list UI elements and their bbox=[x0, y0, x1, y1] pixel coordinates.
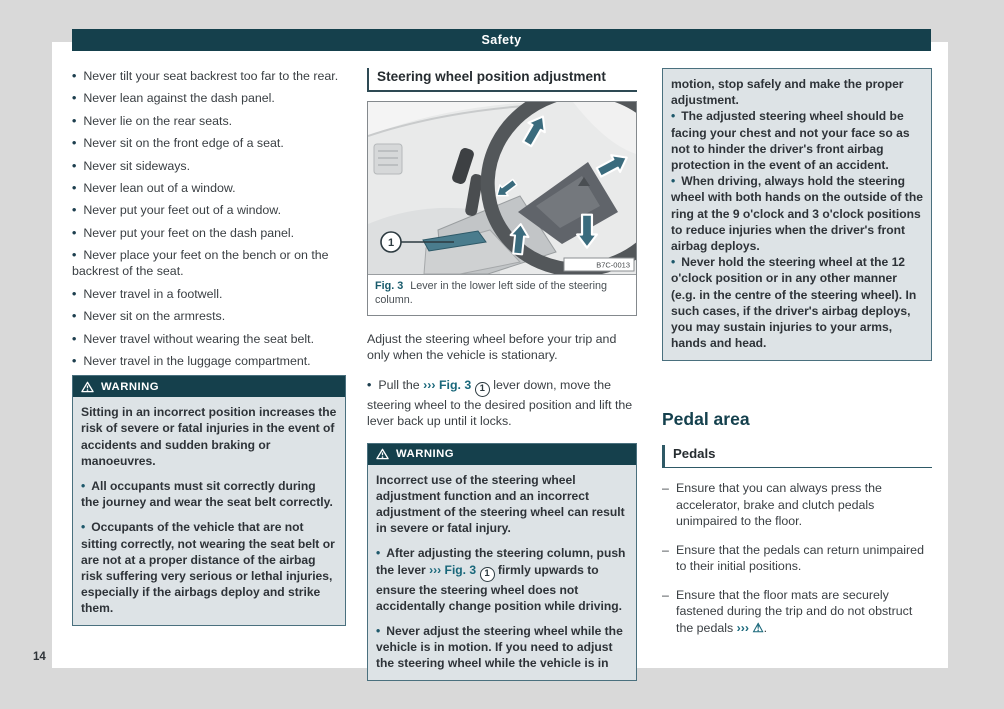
dash-list-item: – Ensure that you can always press the accelerator, brake and clutch pedals unimpaired to the floor. bbox=[662, 480, 932, 530]
manual-page bbox=[52, 33, 948, 671]
warning-continuation-box bbox=[662, 68, 932, 361]
instruction-bullet bbox=[367, 377, 637, 430]
list-item: • Never place your feet on the bench or on the backrest of the seat. bbox=[72, 247, 346, 280]
warning-icon bbox=[81, 381, 94, 393]
steering-wheel-illustration bbox=[368, 102, 636, 275]
warning-triangle-icon: ⚠ bbox=[752, 620, 764, 635]
warning-bullet: • Never adjust the steering wheel while the vehicle is in motion. If you need to adjust the steering wheel while the vehicle is in bbox=[376, 623, 628, 672]
figure-caption bbox=[368, 275, 636, 315]
warning-box-header bbox=[73, 376, 345, 397]
warning-box-seating bbox=[72, 375, 346, 625]
chapter-title: Safety bbox=[481, 33, 522, 47]
callout-number-badge: 1 bbox=[475, 382, 490, 397]
list-item: • Never travel in a footwell. bbox=[72, 286, 346, 302]
instruction-text: lever down, move the steering wheel to the desired position and lift the lever back up until it locks. bbox=[367, 377, 633, 429]
section-title-pedal-area: Pedal area bbox=[662, 409, 750, 430]
warning-title: WARNING bbox=[101, 380, 160, 393]
warning-bullet: • All occupants must sit correctly during the journey and wear the seat belt correctly. bbox=[81, 478, 337, 510]
figure-reference-link[interactable]: ››› Fig. 3 bbox=[423, 377, 472, 392]
warning-intro: Incorrect use of the steering wheel adjustment function and an incorrect adjustment of the steering wheel can result in severe or fatal injury. bbox=[376, 472, 625, 536]
figure-caption-text: Lever in the lower left side of the steering column. bbox=[375, 280, 608, 306]
instruction-text: Pull the bbox=[378, 377, 424, 392]
warning-bullet: • When driving, always hold the steering wheel with both hands on the outside of the ring at the 9 o'clock and 3 o'clock positions to reduce injuries when the driver's front airbag deploys. bbox=[671, 173, 923, 254]
subsection-heading-pedals: Pedals bbox=[662, 445, 932, 468]
list-item: • Never travel without wearing the seat belt. bbox=[72, 331, 346, 347]
dash-list-item bbox=[662, 587, 932, 637]
warning-text: firmly upwards to ensure the steering wheel does not accidentally change position while driving. bbox=[376, 562, 622, 613]
page-number: 14 bbox=[33, 651, 46, 663]
right-column bbox=[662, 68, 932, 636]
warning-icon bbox=[376, 448, 389, 460]
list-item: • Never put your feet on the dash panel. bbox=[72, 225, 346, 241]
warning-bullet bbox=[376, 545, 628, 614]
warning-title: WARNING bbox=[396, 448, 455, 461]
warning-box-steering bbox=[367, 443, 637, 681]
list-item: • Never lie on the rear seats. bbox=[72, 113, 346, 129]
dash-item-text: . bbox=[763, 620, 768, 635]
list-item: • Never put your feet out of a window. bbox=[72, 202, 346, 218]
figure-reference-link[interactable]: ››› Fig. 3 bbox=[429, 562, 477, 577]
warning-box-body bbox=[368, 465, 636, 680]
list-item: • Never lean out of a window. bbox=[72, 180, 346, 196]
dash-item-text: Ensure that the floor mats are securely fastened during the trip and do not obstruct the pedals bbox=[676, 587, 913, 635]
middle-column bbox=[367, 68, 637, 681]
list-item: • Never tilt your seat backrest too far to the rear. bbox=[72, 68, 346, 84]
warning-bullet: • The adjusted steering wheel should be facing your chest and not your face so as not to hinder the driver's front airbag protection in the event of an accident. bbox=[671, 108, 923, 173]
warning-bullet: • Occupants of the vehicle that are not sitting correctly, not wearing the seat belt or are not at a proper distance of the airbag risk suffering very serious or lethal injuries, especially if the airbags deploy and strike them. bbox=[81, 519, 337, 616]
warning-box-header bbox=[368, 444, 636, 465]
list-item: • Never lean against the dash panel. bbox=[72, 90, 346, 106]
warning-text: After adjusting the steering column, push the lever bbox=[376, 546, 626, 577]
section-heading: Steering wheel position adjustment bbox=[367, 68, 637, 92]
dash-list-item: – Ensure that the pedals can return unimpaired to their initial positions. bbox=[662, 542, 932, 575]
warning-box-body bbox=[73, 397, 345, 624]
list-item: • Never travel in the luggage compartment. bbox=[72, 353, 346, 369]
list-item: • Never sit on the armrests. bbox=[72, 308, 346, 324]
list-item: • Never sit on the front edge of a seat. bbox=[72, 135, 346, 151]
list-item: • Never sit sideways. bbox=[72, 158, 346, 174]
figure-callout-1: 1 bbox=[387, 237, 395, 249]
figure-code: B7C-0013 bbox=[596, 260, 630, 270]
figure-3 bbox=[367, 101, 637, 316]
warning-intro-continuation: motion, stop safely and make the proper adjustment. bbox=[671, 77, 904, 108]
body-paragraph: Adjust the steering wheel before your trip and only when the vehicle is stationary. bbox=[367, 331, 617, 363]
callout-number-badge: 1 bbox=[480, 567, 495, 582]
cross-reference-link[interactable]: ››› bbox=[736, 620, 750, 635]
warning-intro: Sitting in an incorrect position increases the risk of severe or fatal injuries in the event of accidents and sudden braking or manoeuvres. bbox=[81, 405, 337, 468]
left-column bbox=[72, 68, 346, 626]
warning-bullet: • Never hold the steering wheel at the 12 o'clock position or in any other manner (e.g. in the centre of the steering wheel). In such cases, if the driver's airbag deploys, you may sustain injuries to your arms, hands and head. bbox=[671, 254, 923, 351]
chapter-header-bar bbox=[72, 29, 931, 51]
figure-label: Fig. 3 bbox=[375, 280, 404, 292]
safety-bullet-list bbox=[72, 68, 346, 369]
